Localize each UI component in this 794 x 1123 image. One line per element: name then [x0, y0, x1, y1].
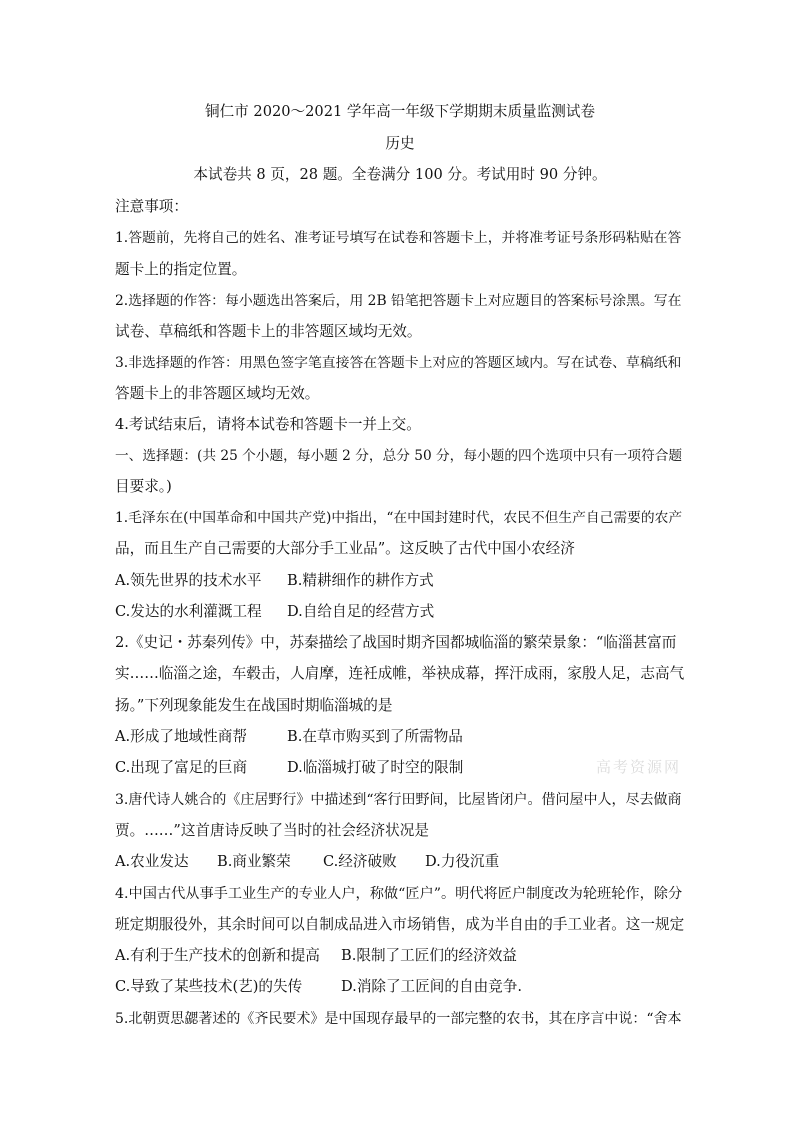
q1-options-row-1 — [115, 571, 685, 591]
q1-stem-line-2: 品，而且生产自己需要的大部分手工业品”。这反映了古代中国小农经济 — [115, 540, 575, 557]
q1-option-a: A.领先世界的技术水平 — [115, 572, 262, 589]
q5-stem-line-1: 5.北朝贾思勰著述的《齐民要术》是中国现存最早的一部完整的农书，其在序言中说：“舍本 — [115, 1011, 682, 1027]
exam-info: 本试卷共 8 页，28 题。全卷满分 100 分。考试用时 90 分钟。 — [193, 166, 607, 183]
section-heading-line-1: 一、选择题：(共 25 个小题，每小题 2 分，总分 50 分，每小题的四个选项中只有一项符合题 — [115, 448, 683, 464]
q4-option-c: C.导致了某些技术(艺)的失传 — [115, 978, 303, 995]
q2-stem-line-3: 扬。”下列现象能发生在战国时期临淄城的是 — [115, 697, 393, 714]
q1-option-d: D.自给自足的经营方式 — [287, 603, 435, 620]
q3-option-d: D.力役沉重 — [425, 853, 500, 870]
section-heading-line-2: 目要求。) — [115, 478, 172, 495]
q3-option-b: B.商业繁荣 — [217, 853, 291, 870]
q3-option-c: C.经济破败 — [323, 853, 397, 870]
q3-option-a: A.农业发达 — [115, 853, 189, 870]
q3-options-row — [115, 852, 685, 872]
q2-option-a: A.形成了地域性商帮 — [115, 728, 247, 745]
subject-title: 历史 — [385, 135, 415, 152]
q4-option-b: B.限制了工匠们的经济效益 — [341, 947, 517, 964]
notice-item-3-line-1: 3.非选择题的作答：用黑色签字笔直接答在答题卡上对应的答题区域内。写在试卷、草稿纸和 — [115, 355, 682, 371]
notice-heading: 注意事项： — [115, 198, 188, 215]
exam-title: 铜仁市 2020～2021 学年高一年级下学期期末质量监测试卷 — [204, 103, 596, 120]
q2-option-b: B.在草市购买到了所需物品 — [287, 728, 463, 745]
q1-option-b: B.精耕细作的耕作方式 — [287, 572, 434, 589]
q4-options-row-2 — [115, 977, 685, 997]
notice-item-2-line-2: 试卷、草稿纸和答题卡上的非答题区域均无效。 — [115, 323, 422, 340]
q2-options-row-1 — [115, 727, 685, 747]
q4-stem-line-2: 班定期服役外，其余时间可以自制成品进入市场销售，成为半自由的手工业者。这一规定 — [115, 916, 685, 933]
notice-item-3-line-2: 答题卡上的非答题区域均无效。 — [115, 385, 320, 402]
q4-options-row-1 — [115, 946, 685, 966]
q3-stem-line-1: 3.唐代诗人姚合的《庄居野行》中描述到“客行田野间，比屋皆闭户。借问屋中人，尽去做商 — [115, 792, 682, 808]
notice-item-4: 4.考试结束后，请将本试卷和答题卡一并上交。 — [115, 416, 421, 433]
q2-stem-line-2: 实……临淄之途，车毂击，人肩摩，连衽成帷，举袂成幕，挥汗成雨，家殷人足，志高气 — [115, 665, 685, 682]
q4-option-d: D.消除了工匠间的自由竞争. — [341, 978, 522, 995]
q1-options-row-2 — [115, 602, 685, 622]
notice-item-1-line-1: 1.答题前，先将自己的姓名、准考证号填写在试卷和答题卡上，并将准考证号条形码粘贴在答 — [115, 230, 682, 246]
q1-stem-line-1: 1.毛泽东在(中国革命和中国共产党)中指出，“在中国封建时代，农民不但生产自己需要的农产 — [115, 510, 683, 526]
q2-stem-line-1: 2.《史记・苏秦列传》中，苏秦描绘了战国时期齐国都城临淄的繁荣景象：“临淄甚富而 — [115, 634, 677, 651]
q2-option-d: D.临淄城打破了时空的限制 — [287, 759, 464, 776]
watermark-text: 高考资源网 — [596, 758, 682, 776]
notice-item-2-line-1: 2.选择题的作答：每小题选出答案后，用 2B 铅笔把答题卡上对应题目的答案标号涂黑。写在 — [115, 293, 682, 309]
q3-stem-line-2: 贾。……”这首唐诗反映了当时的社会经济状况是 — [115, 822, 429, 839]
q4-stem-line-1: 4.中国古代从事手工业生产的专业人户，称做“匠户”。明代将匠户制度改为轮班轮作，除分 — [115, 886, 683, 902]
q2-option-c: C.出现了富足的巨商 — [115, 759, 248, 776]
notice-item-1-line-2: 题卡上的指定位置。 — [115, 261, 247, 278]
q4-option-a: A.有利于生产技术的创新和提高 — [115, 947, 320, 964]
q1-option-c: C.发达的水利灌溉工程 — [115, 603, 262, 620]
